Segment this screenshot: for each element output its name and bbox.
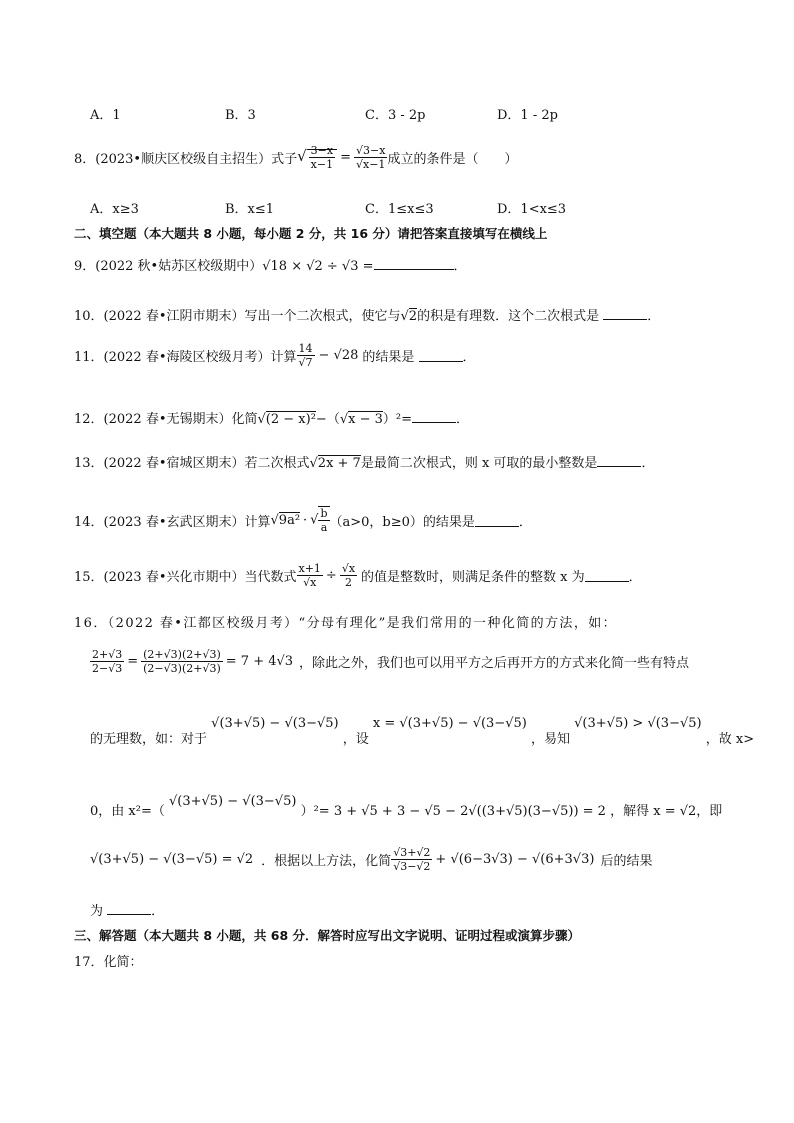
q8-rhs-frac: $\frac{√3-x}{√x-1}$: [356, 144, 386, 171]
question-10: 10．(2022 春•江阴市期末）写出一个二次根式，使它与√2的积是有理数．这个二次根式是 ．: [74, 309, 661, 324]
q16-expr-4: √(3+√5) − √(3−√5): [168, 794, 297, 809]
question-12: 12．(2022 春•无锡期末）化简√(2 − x)²−（√x − 3）²= ．: [74, 412, 470, 427]
q8-option-d: D．1<x≤3: [497, 202, 567, 217]
q13-answer-blank: [597, 454, 641, 467]
q10-root: √2: [400, 309, 418, 324]
q9-expression: √18 × √2 ÷ √3 =: [262, 259, 374, 274]
question-13: 13．(2022 春•宿城区期末）若二次根式√2x + 7是最简二次根式，则 x 可取的最小整数是 ．: [74, 456, 655, 471]
q16-line-2: $\frac{2+√3}{2-√3}$ = $\frac{(2+√3)(2+√3)}{(2-√3)(2+√3)}$ = 7 + 4√3 ，除此之外，我们也可以用平方之后再开方的方式来化简一些有特点: [92, 648, 690, 675]
q8-option-b: B．x≤1: [225, 202, 275, 217]
q7-option-d: D．1 - 2p: [497, 108, 558, 123]
q16-expr-1: √(3+√5) − √(3−√5): [211, 716, 339, 731]
q8-option-c: C．1≤x≤3: [365, 202, 434, 217]
section-2-heading: 二、填空题（本大题共 8 小题，每小题 2 分，共 16 分）请把答案直接填写在横线上: [74, 226, 548, 241]
q7-option-b: B．3: [225, 108, 256, 123]
question-14: 14．(2023 春•玄武区期末）计算 √9a² · √ $\frac{b}{a}$ （a>0，b≥0）的结果是 ．: [74, 507, 532, 534]
q16-example-frac-1: $\frac{2+√3}{2-√3}$: [92, 648, 123, 675]
q11-fraction: $\frac{14}{√7}$: [298, 342, 313, 369]
q16-line-3: 的无理数，如：对于 √(3+√5) − √(3−√5) ，设 x = √(3+√5) − √(3−√5) ，易知 √(3+√5) > √(3−√5) ，故 x>: [90, 716, 755, 747]
q15-fraction-2: $\frac{√x}{2}$: [341, 562, 356, 589]
section-3-heading: 三、解答题（本大题共 8 小题，共 68 分．解答时应写出文字说明、证明过程或演算步骤）: [74, 928, 581, 943]
q8-prefix: 8．(2023•顺庆区校级自主招生）式子: [74, 152, 298, 167]
q16-identity: √(3+√5) − √(3−√5) = √2: [90, 852, 254, 867]
q16-answer-blank: [107, 902, 151, 915]
q16-expr-2: x = √(3+√5) − √(3−√5): [372, 716, 527, 731]
q11-answer-blank: [419, 349, 463, 362]
q11-minus-root: − √28: [318, 348, 359, 363]
q7-option-c: C．3 - 2p: [365, 108, 426, 123]
q8-option-a: A．x≥3: [90, 202, 139, 217]
question-8: 8．(2023•顺庆区校级自主招生）式子 √ $\frac{3-x}{x-1}$ = $\frac{√3-x}{√x-1}$ 成立的条件是（ ）: [74, 144, 518, 171]
q16-expansion: ）²= 3 + √5 + 3 − √5 − 2√((3+√5)(3−√5)) = 2: [300, 804, 606, 819]
question-9: 9．(2022 秋•姑苏区校级期中）√18 × √2 ÷ √3 = ．: [74, 259, 467, 274]
q15-answer-blank: [585, 569, 629, 582]
q8-lhs-root: √ $\frac{3-x}{x-1}$: [297, 144, 337, 171]
q16-line-6: 为 ．: [90, 904, 165, 919]
q16-target-roots: + √(6−3√3) − √(6+3√3): [435, 852, 595, 867]
q12-answer-blank: [412, 410, 456, 423]
q14-root-frac: √ $\frac{b}{a}$: [310, 507, 328, 534]
question-11: 11．(2022 春•海陵区校级月考）计算 $\frac{14}{√7}$ − √28 的结果是 ．: [74, 342, 476, 369]
q14-answer-blank: [475, 514, 519, 527]
q10-answer-blank: [603, 307, 647, 320]
q16-line-4: 0，由 x²=（ √(3+√5) − √(3−√5) ）²= 3 + √5 + 3 − √5 − 2√((3+√5)(3−√5)) = 2 ，解得 x = √2，即: [90, 794, 723, 819]
question-17: 17．化简：: [74, 955, 143, 970]
q9-answer-blank: [374, 257, 454, 270]
q12-root-1: √(2 − x)²: [257, 412, 316, 427]
q16-target-frac: $\frac{√3+√2}{√3-√2}$: [393, 846, 431, 873]
q16-example-frac-2: $\frac{(2+√3)(2+√3)}{(2-√3)(2+√3)}$: [143, 648, 221, 675]
q7-option-a: A．1: [90, 108, 121, 123]
q15-fraction-1: $\frac{x+1}{√x}$: [298, 562, 321, 589]
q8-suffix: 成立的条件是（ ）: [387, 152, 518, 167]
q12-root-2: √x − 3: [339, 412, 383, 427]
q13-root: √2x + 7: [309, 456, 361, 471]
q16-example-result: = 7 + 4√3: [225, 654, 294, 669]
q16-line-1: 16．（2022 春•江都区校级月考）“分母有理化”是我们常用的一种化简的方法，如：: [74, 616, 618, 631]
question-15: 15．(2023 春•兴化市期中）当代数式 $\frac{x+1}{√x}$ ÷ $\frac{√x}{2}$ 的值是整数时，则满足条件的整数 x 为 ．: [74, 562, 642, 589]
q16-expr-3: √(3+√5) > √(3−√5): [574, 716, 702, 731]
q16-line-5: √(3+√5) − √(3−√5) = √2 ．根据以上方法，化简 $\frac{√3+√2}{√3-√2}$ + √(6−3√3) − √(6+3√3) 后的结果: [90, 846, 653, 873]
q14-root: √9a²: [270, 512, 301, 528]
